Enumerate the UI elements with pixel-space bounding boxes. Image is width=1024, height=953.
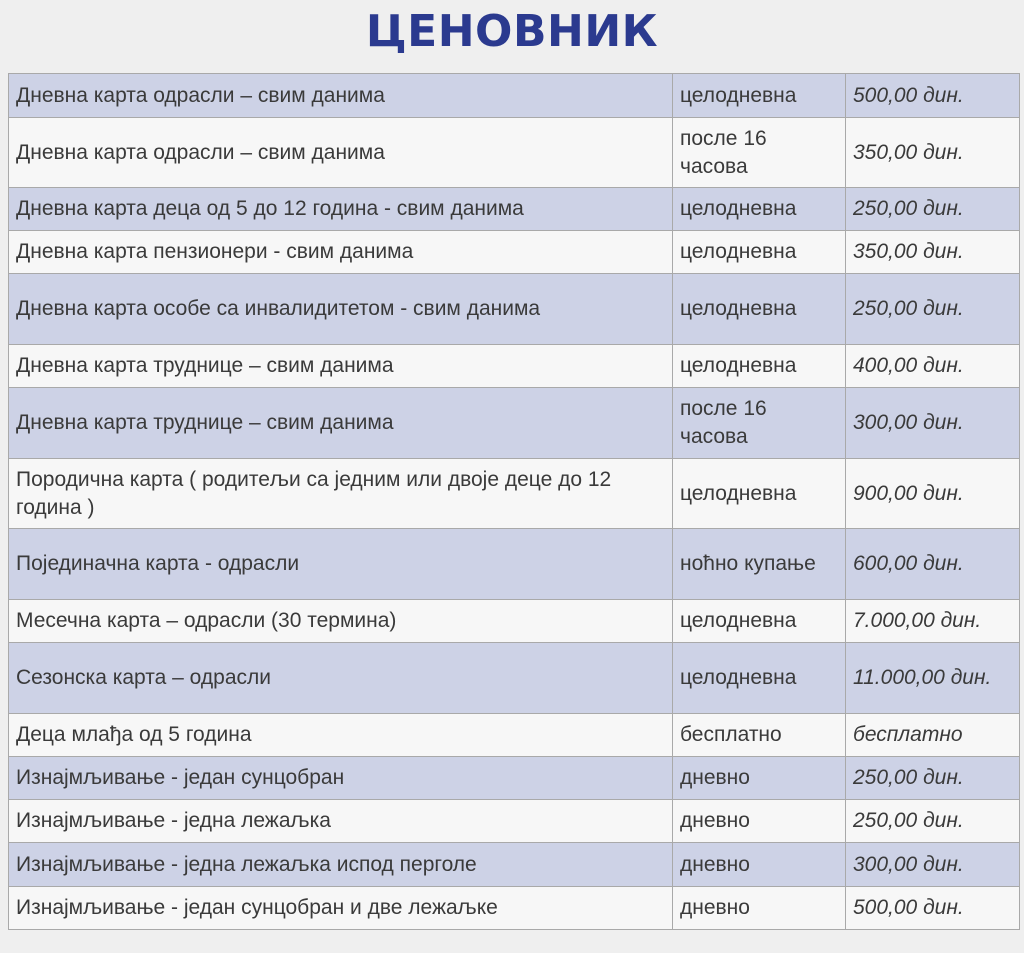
price-cell: 11.000,00 дин. (846, 643, 1020, 714)
price-cell: 7.000,00 дин. (846, 600, 1020, 643)
price-cell: 300,00 дин. (846, 843, 1020, 887)
item-cell: Породична карта ( родитељи са једним или двоје деце до 12 година ) (9, 459, 673, 529)
period-cell: целодневна (673, 231, 846, 274)
item-cell: Сезонска карта – одрасли (9, 643, 673, 714)
item-cell: Дневна карта труднице – свим данима (9, 388, 673, 459)
table-row (9, 529, 1020, 600)
period-cell: целодневна (673, 74, 846, 118)
table-row (9, 118, 1020, 188)
item-cell: Изнајмљивање - једна лежаљка (9, 800, 673, 843)
table-row (9, 274, 1020, 345)
price-cell: 500,00 дин. (846, 887, 1020, 930)
period-cell: целодневна (673, 459, 846, 529)
period-cell: целодневна (673, 643, 846, 714)
table-row (9, 714, 1020, 757)
price-cell: 250,00 дин. (846, 800, 1020, 843)
period-cell: дневно (673, 887, 846, 930)
item-cell: Дневна карта особе са инвалидитетом - свим данима (9, 274, 673, 345)
price-cell: 400,00 дин. (846, 345, 1020, 388)
price-cell: 350,00 дин. (846, 118, 1020, 188)
item-cell: Месечна карта – одрасли (30 термина) (9, 600, 673, 643)
price-cell: 250,00 дин. (846, 274, 1020, 345)
period-cell: целодневна (673, 274, 846, 345)
item-cell: Дневна карта пензионери - свим данима (9, 231, 673, 274)
price-cell: 500,00 дин. (846, 74, 1020, 118)
table-row (9, 600, 1020, 643)
period-cell: ноћно купање (673, 529, 846, 600)
item-cell: Изнајмљивање - један сунцобран и две лежаљке (9, 887, 673, 930)
price-cell: 250,00 дин. (846, 188, 1020, 231)
table-row (9, 843, 1020, 887)
price-cell: 250,00 дин. (846, 757, 1020, 800)
item-cell: Појединачна карта - одрасли (9, 529, 673, 600)
price-cell: 600,00 дин. (846, 529, 1020, 600)
price-table (8, 73, 1020, 930)
period-cell: целодневна (673, 600, 846, 643)
page-title: ЦЕНОВНИК (365, 6, 659, 57)
item-cell: Деца млађа од 5 година (9, 714, 673, 757)
period-cell: бесплатно (673, 714, 846, 757)
table-row (9, 74, 1020, 118)
item-cell: Дневна карта одрасли – свим данима (9, 74, 673, 118)
item-cell: Дневна карта одрасли – свим данима (9, 118, 673, 188)
price-cell: 300,00 дин. (846, 388, 1020, 459)
price-cell: бесплатно (846, 714, 1020, 757)
item-cell: Изнајмљивање - једна лежаљка испод перголе (9, 843, 673, 887)
table-row (9, 643, 1020, 714)
price-cell: 900,00 дин. (846, 459, 1020, 529)
table-row (9, 345, 1020, 388)
period-cell: целодневна (673, 345, 846, 388)
item-cell: Дневна карта труднице – свим данима (9, 345, 673, 388)
table-row (9, 188, 1020, 231)
table-row (9, 887, 1020, 930)
item-cell: Изнајмљивање - један сунцобран (9, 757, 673, 800)
price-cell: 350,00 дин. (846, 231, 1020, 274)
period-cell: после 16 часова (673, 118, 846, 188)
period-cell: после 16 часова (673, 388, 846, 459)
table-row (9, 231, 1020, 274)
period-cell: дневно (673, 843, 846, 887)
table-row (9, 459, 1020, 529)
table-row (9, 757, 1020, 800)
table-row (9, 388, 1020, 459)
period-cell: дневно (673, 800, 846, 843)
item-cell: Дневна карта деца од 5 до 12 година - свим данима (9, 188, 673, 231)
table-row (9, 800, 1020, 843)
period-cell: дневно (673, 757, 846, 800)
period-cell: целодневна (673, 188, 846, 231)
